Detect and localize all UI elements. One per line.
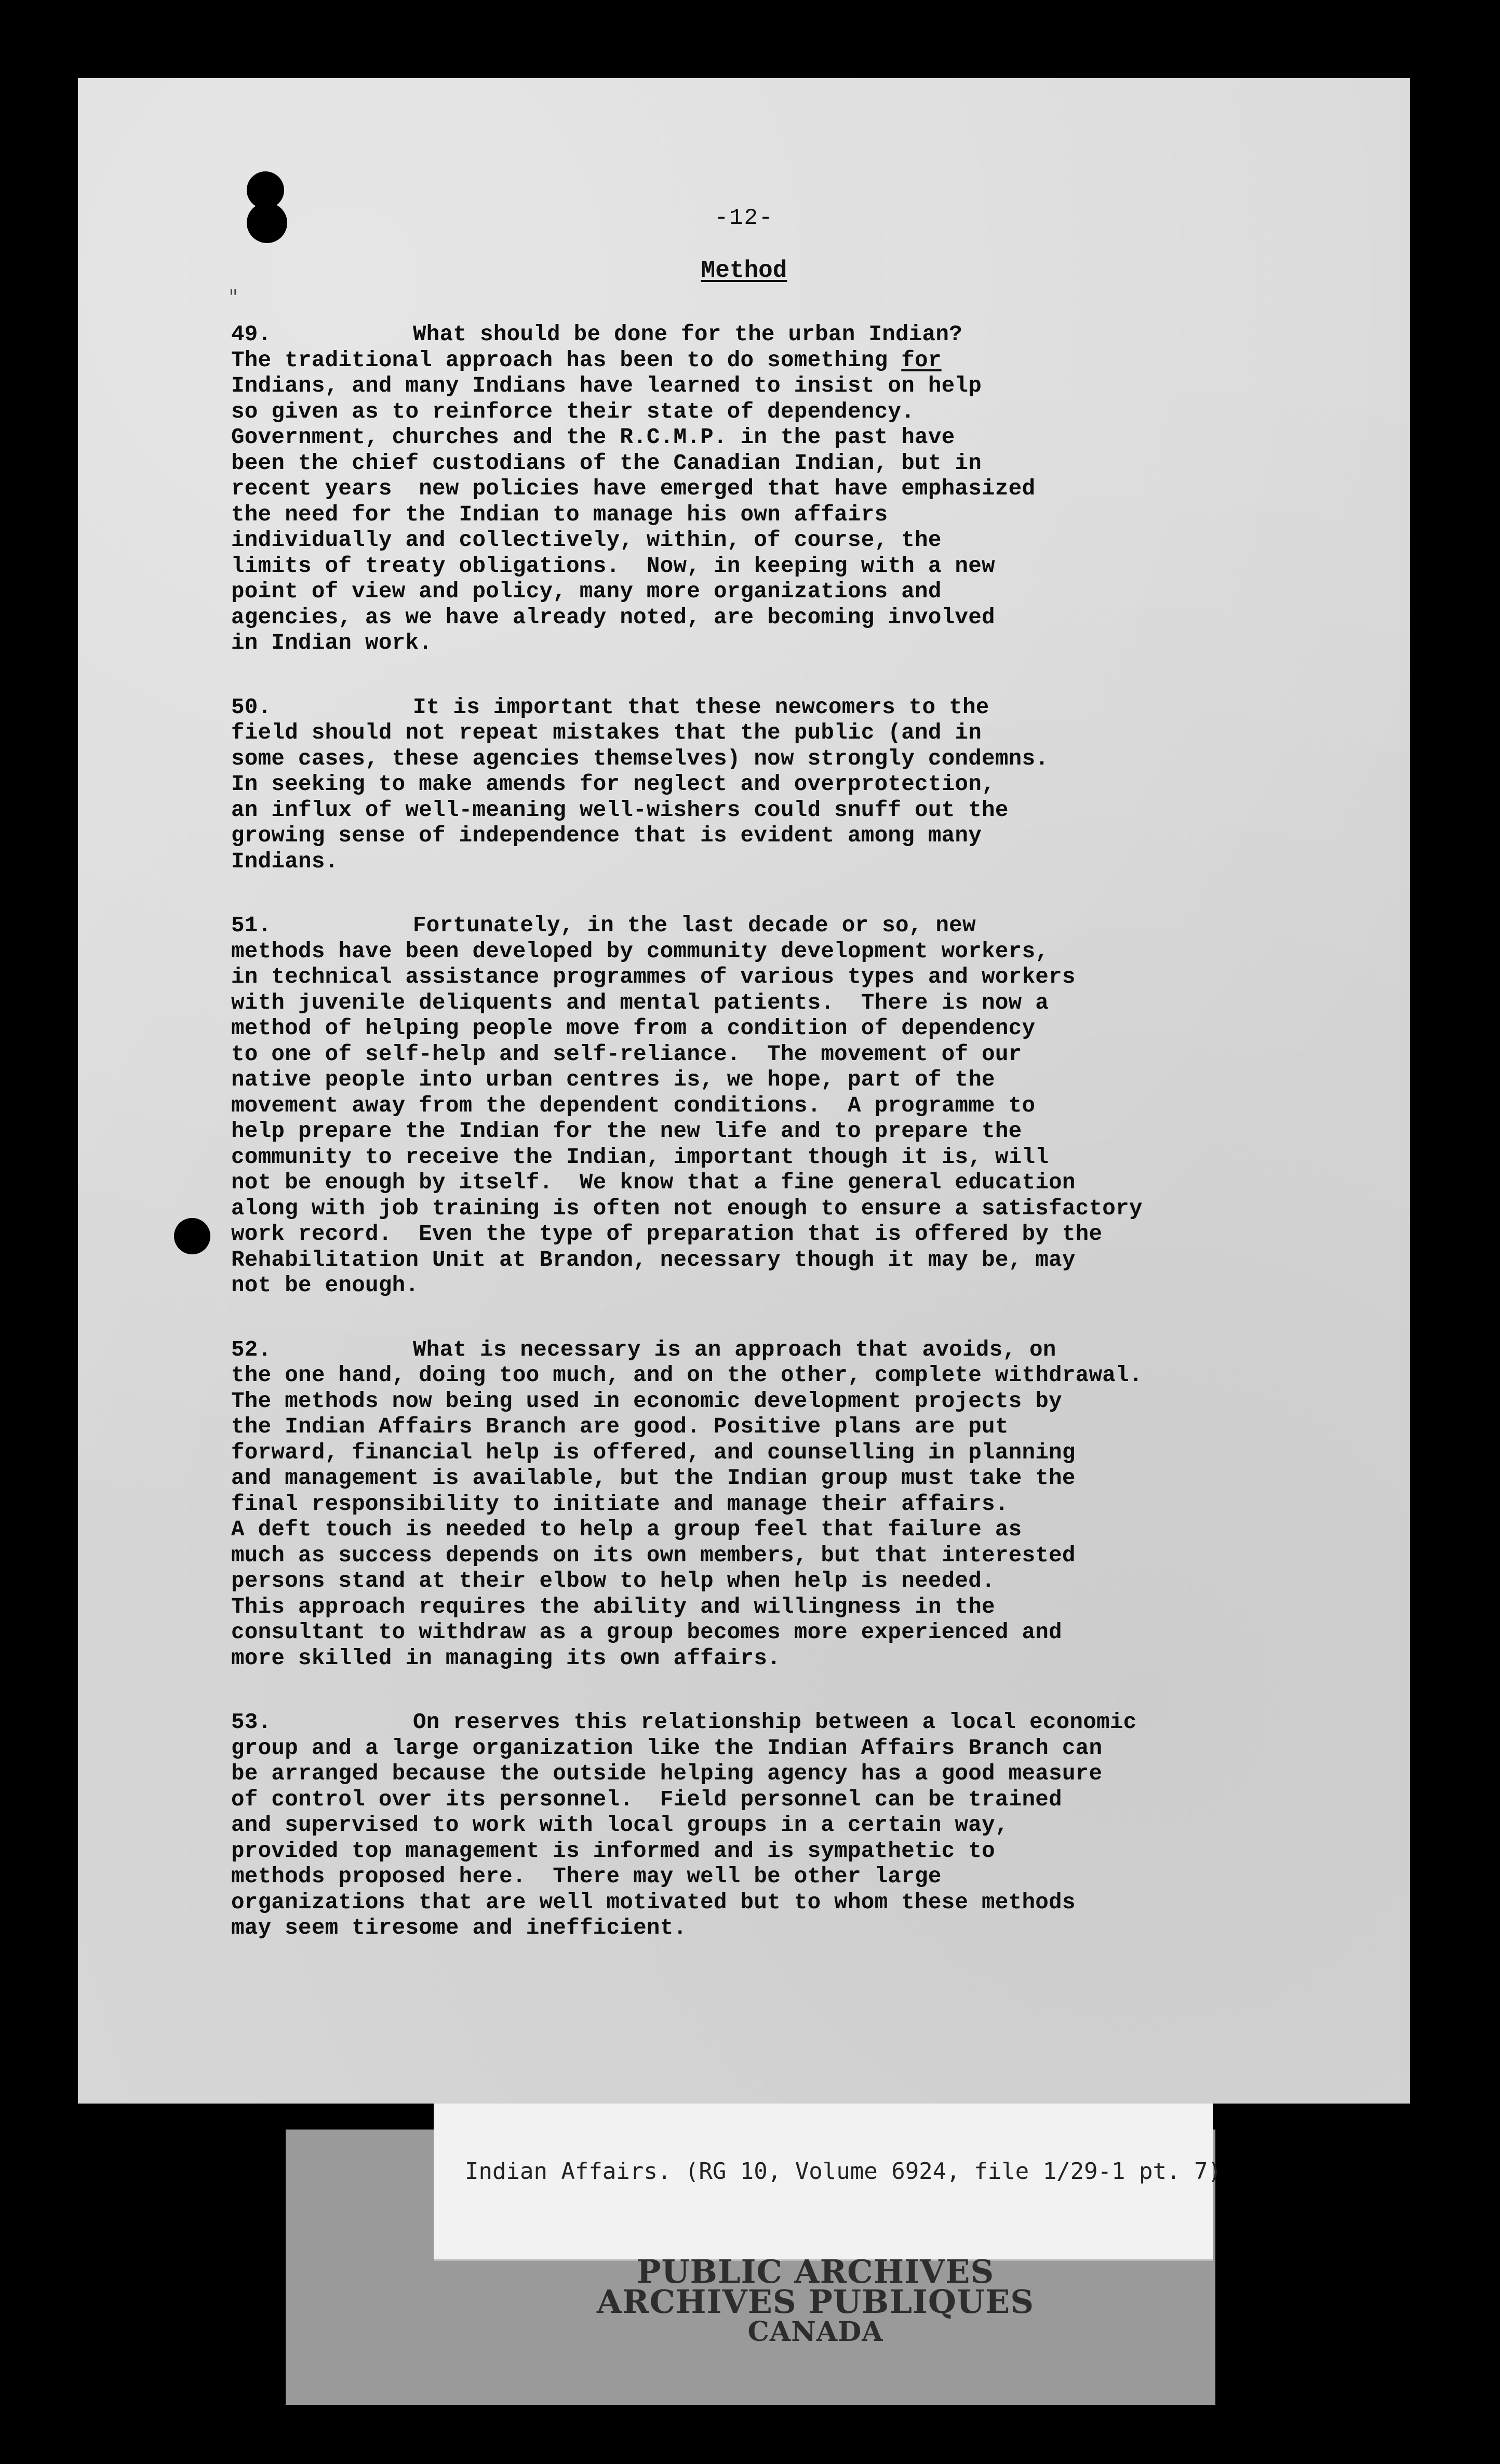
archive-reference: Indian Affairs. (RG 10, Volume 6924, file 1/29-1 pt. 7) (465, 2158, 1222, 2185)
archives-stamp: PUBLIC ARCHIVES ARCHIVES PUBLIQUES CANADA (596, 2253, 1035, 2348)
paragraph-50: 50. It is important that these newcomers to the field should not repeat mistakes that the public (and in some cases, these agencies themselves) now strongly condemns. In seeking to make amends for neglect and overprotection, an influx of well-meaning well-wishers could snuff out the growing sense of independence that is evident among many Indians. (231, 694, 1049, 874)
paragraph-number: 53. (231, 1710, 272, 1735)
underlined-word: for (901, 347, 942, 373)
paragraph-52: 52. What is necessary is an approach that avoids, on the one hand, doing too much, and on the other, complete withdrawal. The methods now being used in economic development projects by the Indian Affairs Branch are good. Positive plans are put forward, financial help is offered, and counselling in planning and management is available, but the Indian group must take the final responsibility to initiate and manage their affairs. A deft touch is needed to help a group feel that failure as much as success depends on its own members, but that interested persons stand at their elbow to help when help is needed. This approach requires the ability and willingness in the consultant to withdraw as a group becomes more experienced and more skilled in managing its own affairs. (231, 1337, 1143, 1671)
section-title: Method (701, 257, 787, 284)
paragraph-53: 53. On reserves this relationship between a local economic group and a large organization like the Indian Affairs Branch can be arranged because the outside helping agency has a good measure of control over its personnel. Field personnel can be trained and supervised to work with local groups in a certain way, provided top management is informed and is sympathetic to methods proposed here. There may well be other large organizations that are well motivated but to whom these methods may seem tiresome and inefficient. (231, 1710, 1137, 1940)
document-page (78, 78, 1410, 2104)
paragraph-51: 51. Fortunately, in the last decade or so, new methods have been developed by community development workers, in technical assistance programmes of various types and workers with juvenile deliquents and mental patients. There is now a method of helping people move from a condition of dependency to one of self-help and self-reliance. The movement of our native people into urban centres is, we hope, part of the movement away from the dependent conditions. A programme to help prepare the Indian for the new life and to prepare the community to receive the Indian, important though it is, will not be enough by itself. We know that a fine general education along with job training is often not enough to ensure a satisfactory work record. Even the type of preparation that is offered by the Rehabilitation Unit at Brandon, necessary though it may be, may not be enough. (231, 913, 1143, 1298)
margin-annotation: " (229, 286, 238, 310)
archive-label-card (434, 2104, 1222, 2261)
punch-hole (174, 1218, 210, 1254)
paragraph-number: 51. (231, 913, 272, 938)
paragraph-number: 52. (231, 1337, 272, 1362)
document-body (231, 322, 1353, 1980)
page-number: -12- (714, 205, 774, 231)
paragraph-number: 50. (231, 694, 272, 720)
paragraph-number: 49. (231, 322, 272, 347)
paragraph-49: 49. What should be done for the urban Indian? The traditional approach has been to do something for Indians, and many Indians have learned to insist on help so given as to reinforce their state of dependency. Government, churches and the R.C.M.P. in the past have been the chief custodians of the Canadian Indian, but in recent years new policies have emerged that have emphasized the need for the Indian to manage his own affairs individually and collectively, within, of course, the limits of treaty obligations. Now, in keeping with a new point of view and policy, many more organizations and agencies, as we have already noted, are becoming involved in Indian work. (231, 322, 1036, 655)
